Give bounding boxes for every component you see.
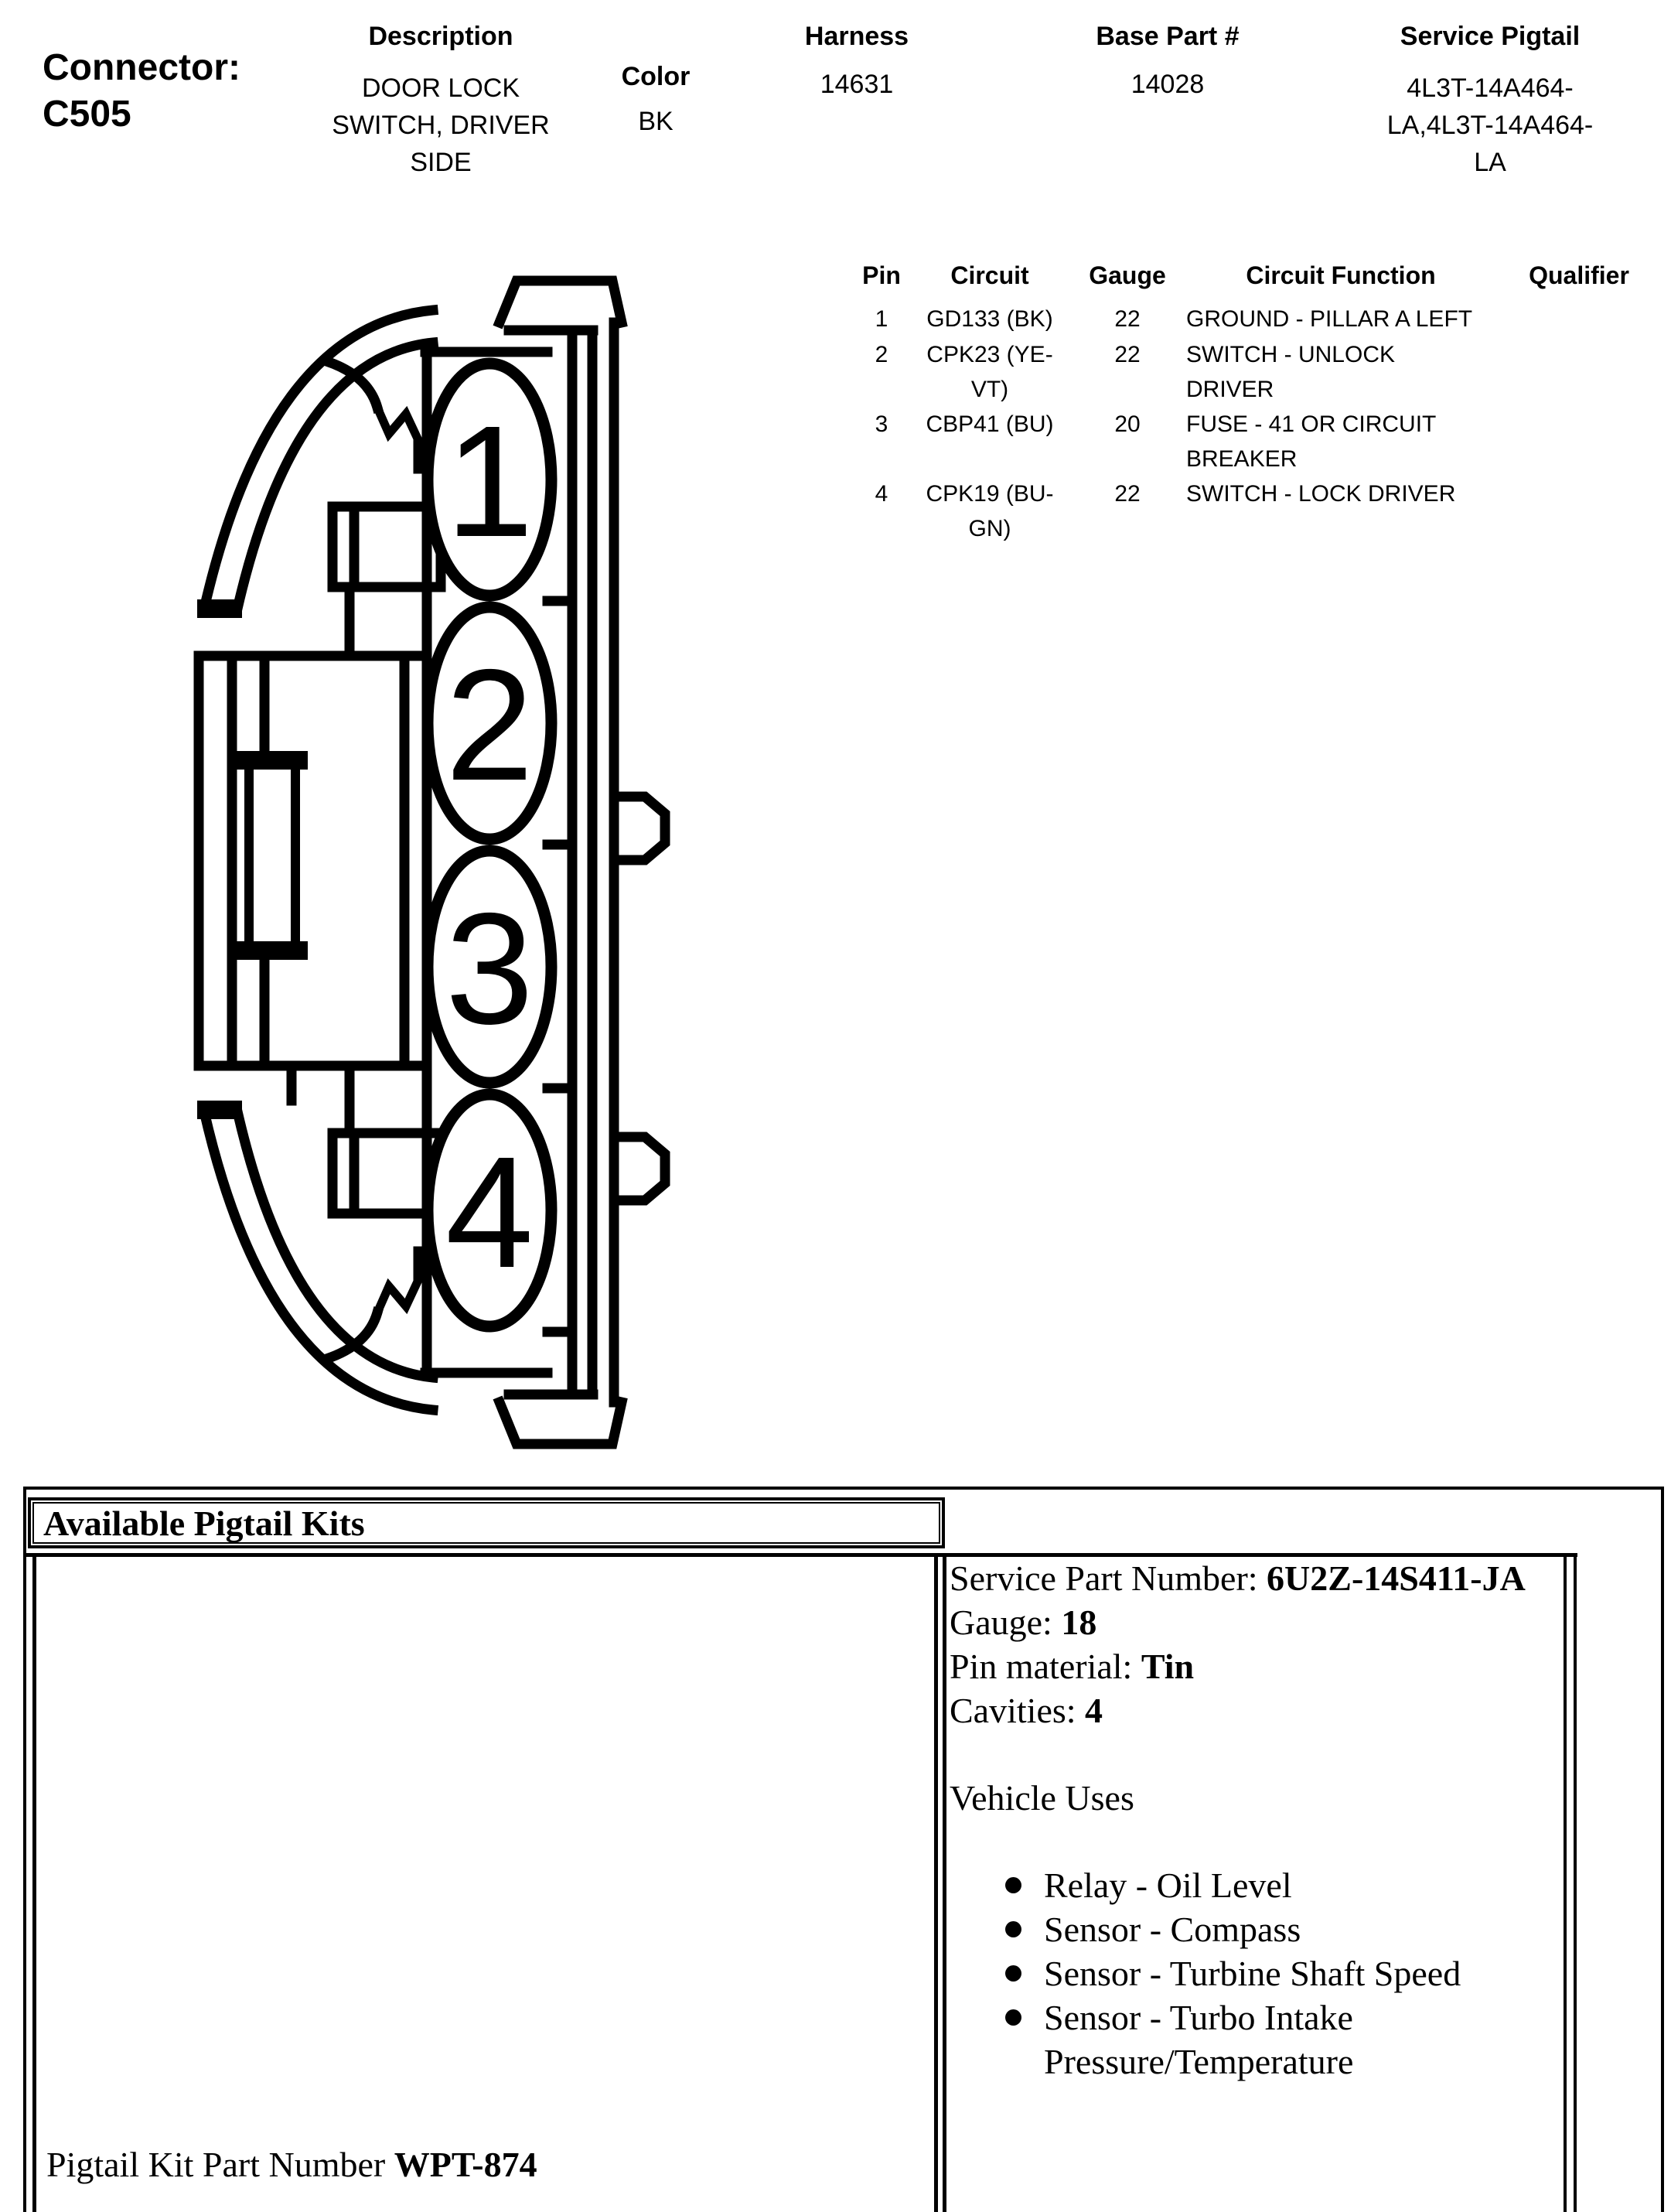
bullet-icon [1005, 2009, 1021, 2026]
list-item: Sensor - Compass [950, 1907, 1560, 1951]
table-row-2-circuit: CPK23 (YE- VT) [926, 342, 1053, 402]
harness-header: Harness [804, 22, 909, 51]
kit-part-label: Pigtail Kit Part Number [46, 2145, 386, 2184]
service-pigtail-value: 4L3T-14A464- LA,4L3T-14A464- LA [1386, 73, 1594, 177]
content-left-border [32, 1553, 36, 2212]
color-header: Color [621, 62, 691, 91]
table-row-1-pin: 1 [875, 306, 888, 332]
bullet-icon [1005, 1965, 1021, 1982]
section-outer-left-border [23, 1487, 26, 2212]
pin-col-header: Pin [862, 261, 901, 289]
table-row-3-circuit: CBP41 (BU) [926, 411, 1054, 437]
connector-id: C505 [43, 94, 131, 135]
qualifier-col-header: Qualifier [1529, 261, 1629, 289]
table-row-4-circuit: CPK19 (BU- GN) [926, 481, 1054, 541]
pigtail-kit-part-number-line [46, 2144, 897, 2185]
table-row-1-gauge: 22 [1114, 306, 1141, 332]
content-right-border-inner [1564, 1553, 1567, 2212]
column-divider-inner [943, 1553, 946, 2212]
detail-gauge: Gauge: 18 [950, 1603, 1097, 1642]
connector-label: Connector: [43, 47, 240, 88]
pigtail-kits-header-box [28, 1497, 945, 1548]
table-row-4-gauge: 22 [1114, 481, 1141, 507]
connector-title [43, 45, 298, 138]
list-item: Relay - Oil Level [950, 1863, 1560, 1907]
table-row-2-pin: 2 [875, 342, 888, 367]
vehicle-uses-title: Vehicle Uses [950, 1778, 1134, 1818]
list-item: Sensor - Turbine Shaft Speed [950, 1951, 1560, 1995]
table-row-3-function: FUSE - 41 OR CIRCUIT BREAKER [1186, 411, 1437, 472]
detail-pin-material: Pin material: Tin [950, 1647, 1195, 1686]
kit-part-number: WPT-874 [394, 2145, 537, 2184]
detail-service-part-number: Service Part Number: 6U2Z-14S411-JA [950, 1558, 1526, 1598]
harness-value: 14631 [820, 70, 894, 99]
circuit-col-header: Circuit [950, 261, 1029, 289]
description-header: Description [368, 22, 513, 51]
color-value: BK [638, 107, 674, 136]
table-row-4-pin: 4 [875, 481, 888, 507]
cavity-1-number: 1 [445, 393, 534, 570]
section-outer-right-border [1661, 1487, 1664, 2212]
service-part-details [950, 1556, 1560, 2084]
gauge-col-header: Gauge [1089, 261, 1166, 289]
table-row-4-function: SWITCH - LOCK DRIVER [1186, 481, 1456, 507]
content-right-border-outer [1574, 1553, 1577, 2212]
table-row-3-pin: 3 [875, 411, 888, 437]
connector-diagram [178, 251, 696, 1473]
pigtail-kits-title: Available Pigtail Kits [43, 1503, 365, 1543]
base-part-header: Base Part # [1096, 22, 1240, 51]
function-col-header: Circuit Function [1246, 261, 1436, 289]
cavity-3-number: 3 [445, 880, 534, 1057]
cavity-4-number: 4 [445, 1124, 534, 1301]
description-value: DOOR LOCK SWITCH, DRIVER SIDE [332, 73, 550, 177]
table-row-2-gauge: 22 [1114, 342, 1141, 367]
table-row-3-gauge: 20 [1114, 411, 1141, 437]
base-part-value: 14028 [1130, 70, 1205, 99]
vehicle-uses-list [950, 1863, 1560, 2084]
column-divider-outer [934, 1553, 938, 2212]
bullet-icon [1005, 1877, 1021, 1893]
table-row-1-function: GROUND - PILLAR A LEFT [1186, 306, 1473, 332]
table-row-1-circuit: GD133 (BK) [926, 306, 1053, 332]
list-item: Sensor - Turbo Intake Pressure/Temperature [950, 1995, 1560, 2084]
connector-tab-upper [614, 797, 665, 860]
cavity-2-number: 2 [445, 637, 534, 814]
bullet-icon [1005, 1921, 1021, 1937]
connector-tab-lower [614, 1137, 665, 1200]
section-outer-top-border [23, 1487, 1664, 1490]
detail-cavities: Cavities: 4 [950, 1691, 1103, 1730]
service-pigtail-header: Service Pigtail [1400, 22, 1581, 51]
table-row-2-function: SWITCH - UNLOCK DRIVER [1186, 342, 1395, 402]
